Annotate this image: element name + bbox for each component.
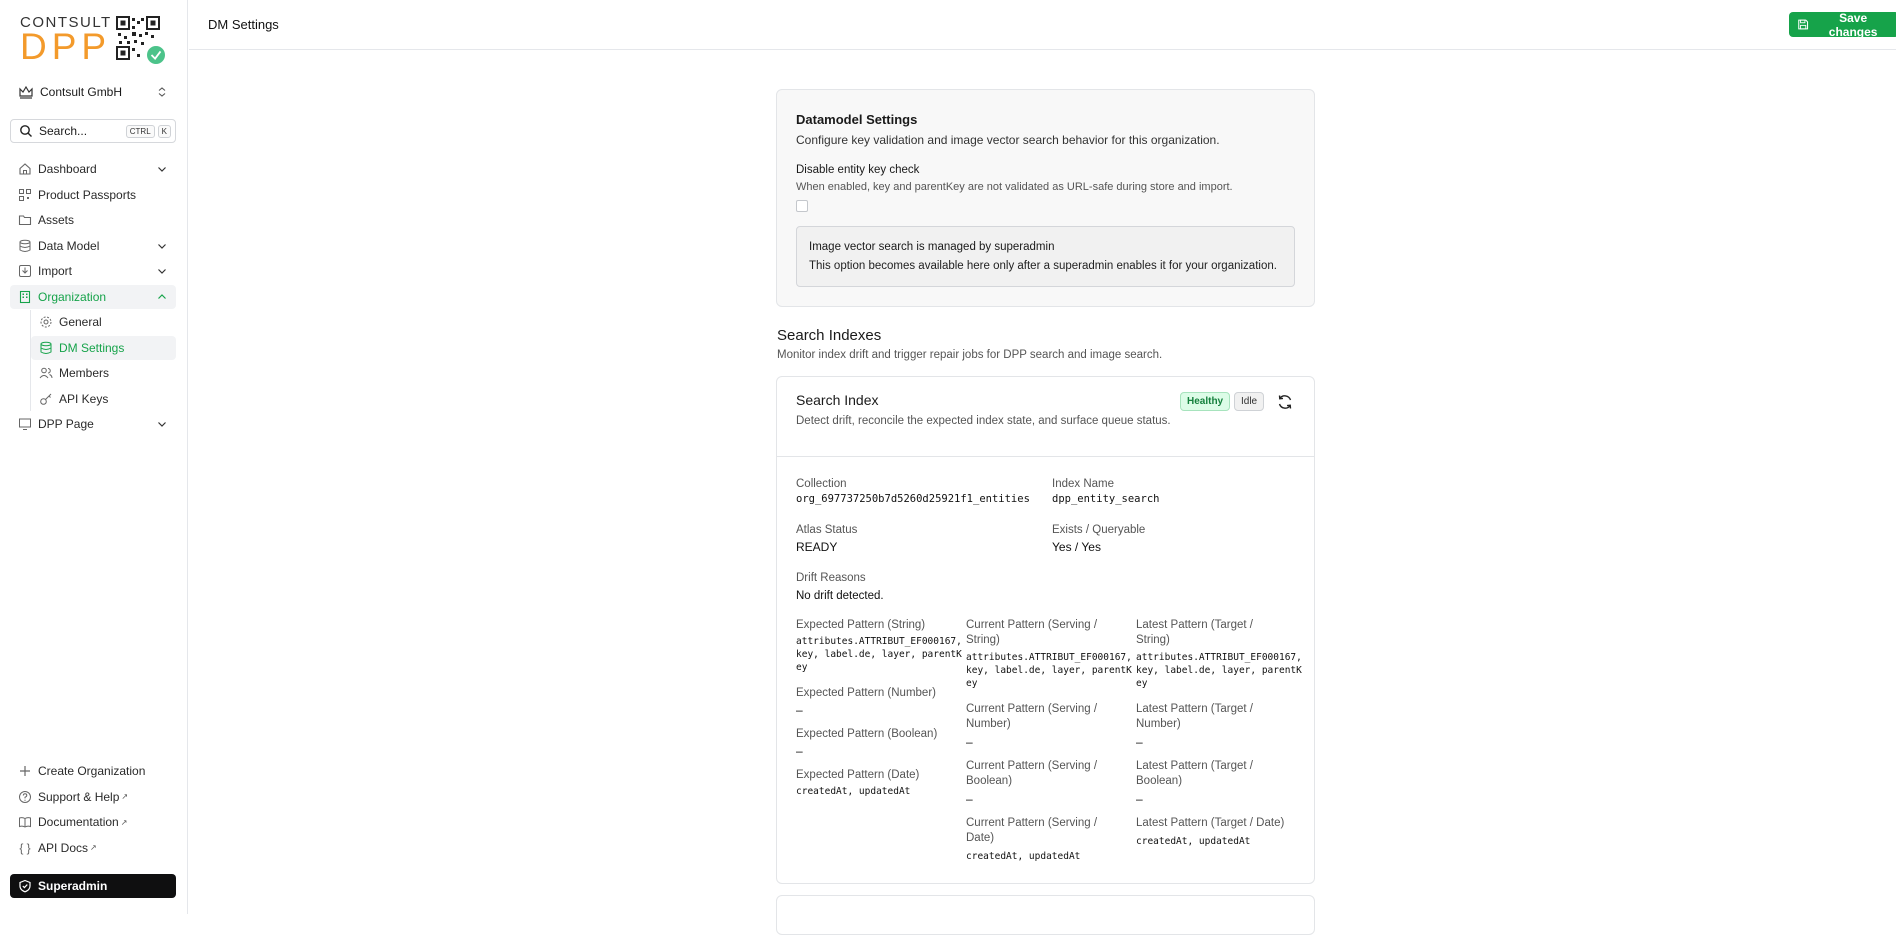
collection-value: org_697737250b7d5260d25921f1_entities [796, 493, 1030, 505]
current-date-label [966, 816, 1097, 846]
external-link-icon: ↗ [120, 817, 128, 827]
card-description: Detect drift, reconcile the expected index state, and surface queue status. [796, 415, 1171, 427]
nav-dm-settings[interactable] [31, 336, 176, 360]
page-title: DM Settings [208, 17, 279, 32]
datamodel-settings-card [776, 89, 1315, 307]
value-line: ey [796, 662, 808, 673]
drift-reasons-value: No drift detected. [796, 590, 884, 602]
database-icon [18, 239, 32, 253]
notice-title: Image vector search is managed by superadmin [809, 241, 1055, 253]
nav-create-organization[interactable] [10, 759, 176, 783]
org-switcher[interactable] [10, 80, 176, 104]
bottom-nav [10, 759, 176, 861]
current-date-value: createdAt, updatedAt [966, 851, 1081, 862]
nav-documentation[interactable] [10, 810, 176, 834]
latest-string-label [1136, 618, 1253, 648]
label-line: Latest Pattern (Target / [1136, 619, 1253, 631]
label-line: Number) [1136, 718, 1181, 730]
latest-string-value [1136, 651, 1302, 690]
plus-icon [18, 764, 32, 778]
building-icon [18, 290, 32, 304]
label-line: Current Pattern (Serving / [966, 817, 1098, 829]
nav-label: Dashboard [38, 162, 97, 176]
nav-label: DM Settings [59, 340, 125, 355]
nav-support[interactable] [10, 785, 176, 809]
latest-date-value: createdAt, updatedAt [1136, 836, 1251, 847]
save-label: Save changes [1828, 10, 1878, 39]
index-name-label: Index Name [1052, 478, 1115, 490]
current-boolean-label [966, 759, 1097, 789]
search-input[interactable] [10, 119, 176, 143]
chevron-up-down-icon [156, 86, 168, 98]
nav-api-docs[interactable] [10, 836, 176, 860]
braces-icon: { } [19, 840, 31, 855]
nav-general[interactable] [31, 310, 176, 334]
chevron-down-icon [156, 418, 168, 430]
nav-label: Support & Help [38, 789, 120, 804]
nav-organization[interactable] [10, 285, 176, 309]
external-link-icon: ↗ [121, 792, 129, 801]
latest-number-label [1136, 702, 1253, 732]
home-icon [18, 162, 32, 176]
card-header [777, 377, 1314, 457]
current-boolean-value: – [966, 792, 973, 806]
value-line: attributes.ATTRIBUT_EF000167, [796, 636, 962, 647]
crown-icon [18, 84, 34, 100]
label-line: Boolean) [1136, 775, 1183, 787]
index-name-value: dpp_entity_search [1052, 493, 1160, 505]
status-badge-healthy: Healthy [1180, 392, 1230, 411]
nav-dashboard[interactable] [10, 157, 176, 181]
current-string-label [966, 618, 1097, 648]
logo-line2: DPP [20, 26, 112, 67]
nav-label: Import [38, 264, 73, 278]
status-badge-idle: Idle [1234, 392, 1264, 411]
section-title: Search Indexes [777, 327, 882, 344]
nav-label: Organization [38, 289, 107, 304]
key-icon [39, 392, 53, 406]
nav-members[interactable] [31, 361, 176, 385]
latest-date-label: Latest Pattern (Target / Date) [1136, 817, 1285, 829]
logo[interactable] [20, 14, 168, 66]
import-icon [18, 264, 32, 278]
current-number-value: – [966, 735, 973, 749]
label-line: Boolean) [966, 775, 1013, 787]
main-nav [10, 157, 176, 438]
expected-number-value: – [796, 703, 803, 717]
latest-number-value: – [1136, 735, 1143, 749]
superadmin-button[interactable] [10, 874, 176, 898]
chevron-down-icon [156, 265, 168, 277]
database-icon [39, 341, 53, 355]
latest-boolean-value: – [1136, 792, 1143, 806]
label-line: Latest Pattern (Target / [1136, 703, 1253, 715]
collection-label: Collection [796, 478, 847, 490]
value-line: ey [966, 678, 978, 689]
search-icon [19, 124, 33, 138]
expected-date-value: createdAt, updatedAt [796, 786, 911, 797]
current-string-value [966, 651, 1132, 690]
label-line: Date) [966, 832, 995, 844]
card-title: Datamodel Settings [796, 112, 918, 127]
kbd-ctrl: CTRL [126, 125, 155, 138]
value-line: key, label.de, layer, parentK [796, 649, 962, 660]
users-icon [39, 366, 53, 380]
expected-string-label: Expected Pattern (String) [796, 619, 926, 631]
card-title: Search Index [796, 392, 879, 408]
value-line: ey [1136, 678, 1148, 689]
qr-icon [18, 188, 32, 202]
nav-label: Documentation [38, 815, 119, 829]
help-circle-icon [18, 790, 32, 804]
expected-boolean-value: – [796, 744, 803, 758]
kbd-k: K [158, 125, 171, 138]
superadmin-label: Superadmin [38, 879, 108, 893]
org-name: Contsult GmbH [40, 85, 123, 99]
gear-icon [39, 315, 53, 329]
nav-import[interactable] [10, 259, 176, 283]
value-line: attributes.ATTRIBUT_EF000167, [1136, 652, 1302, 663]
nav-product-passports[interactable] [10, 183, 176, 207]
chevron-up-icon [156, 291, 168, 303]
drift-reasons-label: Drift Reasons [796, 572, 866, 584]
label-line: String) [966, 634, 1000, 646]
label-line: Current Pattern (Serving / [966, 703, 1098, 715]
key-check-help: When enabled, key and parentKey are not validated as URL-safe during store and import. [796, 181, 1233, 193]
external-link-icon: ↗ [90, 843, 97, 852]
exists-label: Exists / Queryable [1052, 524, 1146, 536]
nav-label: Product Passports [38, 187, 137, 202]
nav-label: API Keys [59, 391, 109, 406]
chevron-down-icon [156, 163, 168, 175]
vector-search-notice [796, 226, 1295, 287]
atlas-status-label: Atlas Status [796, 524, 858, 536]
nav-label: DPP Page [38, 417, 94, 431]
nav-assets[interactable] [10, 208, 176, 232]
next-card-partial [776, 895, 1315, 935]
label-line: Current Pattern (Serving / [966, 619, 1098, 631]
monitor-icon [18, 417, 32, 431]
label-line: String) [1136, 634, 1170, 646]
chevron-down-icon [156, 240, 168, 252]
card-description: Configure key validation and image vector search behavior for this organization. [796, 133, 1220, 147]
atlas-status-value: READY [796, 540, 838, 554]
expected-boolean-label: Expected Pattern (Boolean) [796, 728, 938, 740]
exists-value: Yes / Yes [1052, 540, 1101, 554]
value-line: key, label.de, layer, parentK [966, 665, 1132, 676]
refresh-icon[interactable] [1276, 393, 1294, 411]
key-check-label: Disable entity key check [796, 164, 920, 176]
disable-key-check-checkbox[interactable] [796, 200, 808, 212]
nav-dpp-page[interactable] [10, 412, 176, 436]
nav-label: Assets [38, 213, 75, 227]
shield-check-icon [18, 879, 32, 893]
expected-date-label: Expected Pattern (Date) [796, 769, 920, 781]
folder-icon [18, 213, 32, 227]
section-description: Monitor index drift and trigger repair jobs for DPP search and image search. [777, 349, 1163, 361]
value-line: key, label.de, layer, parentK [1136, 665, 1302, 676]
nav-data-model[interactable] [10, 234, 176, 258]
verified-check-icon [145, 44, 167, 66]
nav-label: General [59, 315, 102, 329]
nav-api-keys[interactable] [31, 387, 176, 411]
save-icon [1797, 18, 1809, 31]
notice-text: This option becomes available here only after a superadmin enables it for your organization. [809, 260, 1277, 272]
page-header [189, 0, 1896, 50]
nav-label: Members [59, 366, 110, 380]
save-button[interactable] [1789, 12, 1896, 37]
sidebar [0, 0, 188, 914]
value-line: attributes.ATTRIBUT_EF000167, [966, 652, 1132, 663]
organization-subnav [30, 310, 176, 411]
nav-label: Data Model [38, 238, 100, 253]
search-shortcut [126, 125, 171, 138]
label-line: Latest Pattern (Target / [1136, 760, 1253, 772]
logo-line1: CONTSULT [20, 14, 112, 31]
search-placeholder: Search... [39, 124, 88, 138]
nav-label: Create Organization [38, 764, 146, 778]
nav-label: API Docs [38, 840, 89, 855]
latest-boolean-label [1136, 759, 1253, 789]
expected-string-value [796, 635, 962, 674]
book-icon [18, 815, 32, 829]
expected-number-label: Expected Pattern (Number) [796, 687, 936, 699]
label-line: Number) [966, 718, 1011, 730]
current-number-label [966, 702, 1097, 732]
search-index-card [776, 376, 1315, 884]
label-line: Current Pattern (Serving / [966, 760, 1098, 772]
